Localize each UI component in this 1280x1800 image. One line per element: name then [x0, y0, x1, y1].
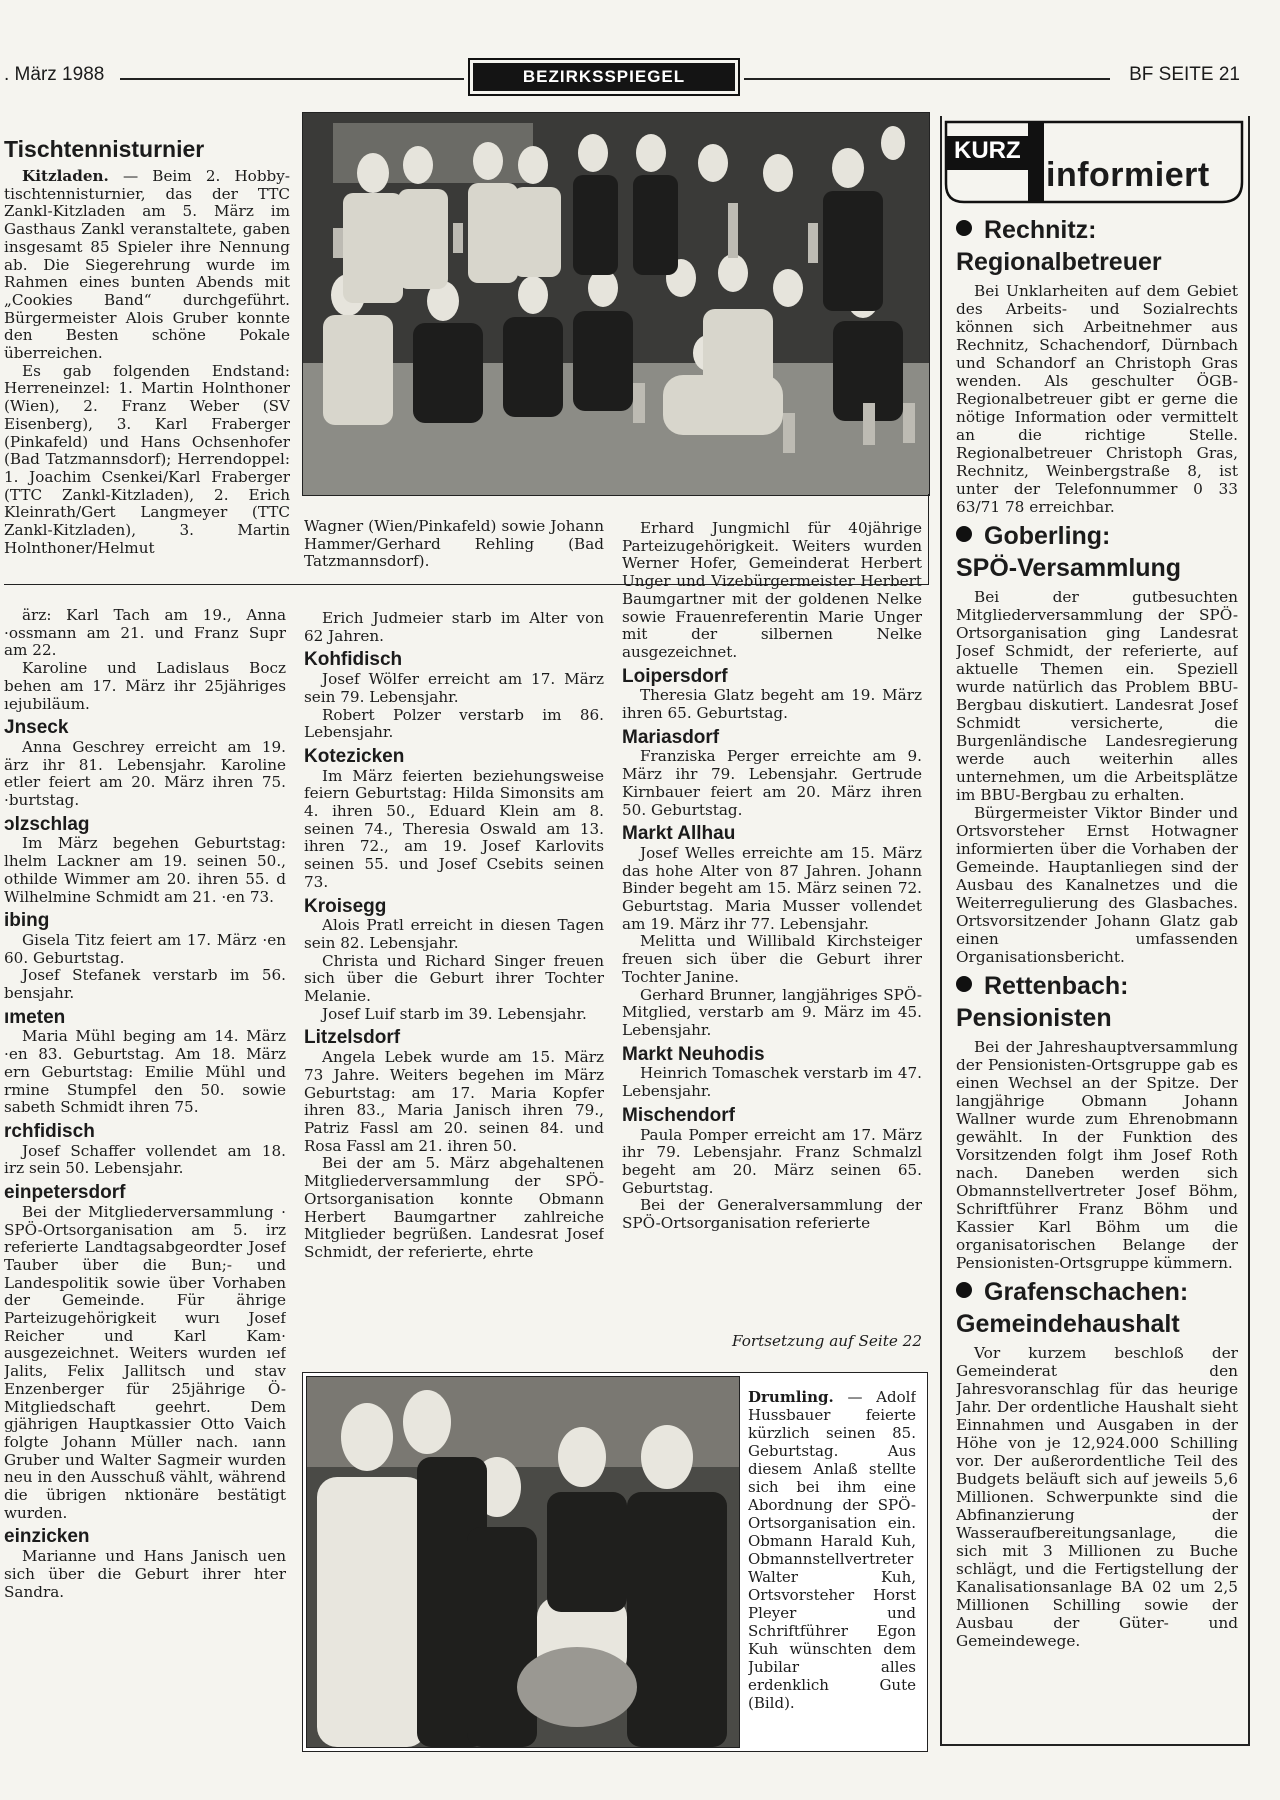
news-paragraph: Gisela Titz feiert am 17. März ·en 60. Geburtstag.	[4, 930, 286, 967]
article-lead: Kitzladen.	[22, 167, 109, 185]
locality-heading: einzicken	[4, 1526, 90, 1548]
caption-text: Wagner (Wien/Pinkafeld) sowie Johann Hammer/Gerhard Rehling (Bad Tatzmannsdorf).	[304, 518, 604, 571]
news-paragraph: Josef Schaffer vollendet am 18. irz sein 50. Lebensjahr.	[4, 1141, 286, 1178]
news-paragraph: Bei der Mitgliederversammlung · SPÖ-Ortsorganisation am 5. irz referierte Landtagsabgeordter Josef Tauber über die Bun;- und Landespolitik sowie über Vorhaben der Gemeinde. Für ährige Parteizugehörigkeit wurı Josef Reicher und Karl Kam· ausgezeichnet. Weiters wurden ıef Jalits, Felix Jallitsch und stav Enzenberger für 25jährige Ö-Mitgliedschaft geehrt. Dem gjährigen Hauptkassier Otto Vaich folgte Johann Müller nach. ıann Gruber und Walter Sagmeir wurden neu in den Ausschuß vählt, während die übrigen nktionäre bestätigt wurden.	[4, 1202, 286, 1522]
news-paragraph: Franziska Perger erreichte am 9. März ihr 79. Lebensjahr. Gertrude Kirnbauer feiert am 20. März ihren 50. Geburtstag.	[622, 747, 922, 819]
bullet-icon	[956, 1282, 972, 1298]
notice-place: Rechnitz:	[984, 216, 1097, 244]
news-paragraph: Melitta und Willibald Kirchsteiger freuen sich über die Geburt ihrer Tochter Janine.	[622, 932, 922, 986]
drumling-caption	[748, 1388, 916, 1748]
locality-heading: Litzelsdorf	[304, 1027, 401, 1049]
drumling-lead: Drumling.	[748, 1388, 834, 1406]
tournament-photo	[302, 112, 930, 496]
locality-heading: Loipersdorf	[622, 665, 728, 687]
left-column	[4, 607, 286, 1757]
locality-heading: rchfidisch	[4, 1120, 95, 1142]
news-paragraph: Bei Unklarheiten auf dem Gebiet des Arbeits- und Sozialrechts können sich Arbeitnehmer aus Rechnitz, Schachendorf, Dürnbach und Schandorf an Christoph Gras wenden. Als geschulter ÖGB-Regionalbetreuer gibt er gerne die nötige Information oder vermittelt an die richtige Stelle. Regionalbetreuer Christoph Gras, Rechnitz, Weinbergstraße 8, ist unter der Telefonnummer 0 33 63/71 78 erreichbar.	[956, 282, 1238, 516]
locality-heading: ɔlzschlag	[4, 813, 90, 835]
drumling-photo	[306, 1376, 740, 1748]
notice-place: Rettenbach:	[984, 972, 1129, 1000]
news-paragraph: Bei der Jahreshauptversammlung der Pensionisten-Ortsgruppe gab es einen Wechsel an der Spitze. Der langjährige Obmann Johann Wallner wurde zum Ehrenobmann gewählt. In der Funktion des Vorsitzenden folgt ihm Josef Roth nach. Daneben werden sich Obmannstellvertreter Josef Böhm, Schriftführer Franz Böhm und Kassier Karl Böhm um die organisatorischen Belange der Pensionisten-Ortsgruppe kümmern.	[956, 1038, 1238, 1272]
locality-heading: ımeten	[4, 1006, 66, 1028]
news-paragraph: Angela Lebek wurde am 15. März 73 Jahre. Weiters begehen im März Geburtstag: am 17. Maria Kopfer ihren 83., Maria Janisch ihren 79., Patriz Fassl am 20. seinen 84. und Rosa Fassl am 21. ihren 50.	[304, 1048, 604, 1155]
news-paragraph: Josef Welles erreichte am 15. März das hohe Alter von 87 Jahren. Johann Binder begeht am 15. März seinen 72. Geburtstag. Maria Musser vollendet am 19. März ihr 77. Lebensjahr.	[622, 843, 922, 933]
news-paragraph: Im März begehen Geburtstag: lhelm Lackner am 19. seinen 50., othilde Wimmer am 20. ihren 55. d Wilhelmine Schmidt am 21. ·en 73.	[4, 834, 286, 906]
news-paragraph: Karoline und Ladislaus Bocz behen am 17. März ihr 25jähriges ıejubiläum.	[4, 659, 286, 713]
notice-topic: Gemeindehaushalt	[956, 1310, 1180, 1338]
news-paragraph: Paula Pomper erreicht am 17. März ihr 79. Lebensjahr. Franz Schmalzl begeht am 20. März seinen 65. Geburtstag.	[622, 1125, 922, 1197]
locality-heading: einpetersdorf	[4, 1182, 126, 1204]
notice-heading	[956, 970, 1238, 1002]
news-paragraph: Bei der gutbesuchten Mitgliederversammlung der SPÖ-Ortsorganisation ging Landesrat Josef Schmidt, der referierte, auf aktuelle Themen ein. Speziell wurde natürlich das Problem BBU-Bergbau diskutiert. Landesrat Josef Schmidt versicherte, die Burgenländische Landesregierung werde auch weiterhin alles unternehmen, um die Arbeitsplätze im BBU-Bergbau zu erhalten.	[956, 588, 1238, 804]
tournament-photo-image	[303, 113, 929, 495]
notice-heading	[956, 1276, 1238, 1308]
news-paragraph: Bei der am 5. März abgehaltenen Mitgliederversammlung der SPÖ-Ortsorganisation konnte Obmann Herbert Baumgartner zahlreiche Mitglieder begrüßen. Landesrat Josef Schmidt, der referierte, ehrte	[304, 1154, 604, 1261]
news-paragraph: Christa und Richard Singer freuen sich über die Geburt ihrer Tochter Melanie.	[304, 951, 604, 1006]
news-paragraph: Maria Mühl beging am 14. März ·en 83. Geburtstag. Am 18. März ern Geburtstag: Emilie Mühl und rmine Stumpfel den 50. sowie sabeth Schmidt ihren 75.	[4, 1027, 286, 1117]
right-column	[956, 210, 1238, 1750]
news-paragraph: Erhard Jungmichl für 40jährige Parteizugehörigkeit. Weiters wurden Werner Hofer, Gemeinderat Herbert Unger und Vizebürgermeister Herbert Baumgartner mit der goldenen Nelke sowie Frauenreferentin Marie Unger mit der silbernen Nelke ausgezeichnet.	[622, 520, 922, 661]
news-paragraph: Bürgermeister Viktor Binder und Ortsvorsteher Ernst Hotwagner informierten über die Vorhaben der Gemeinde. Hauptanliegen sind der Ausbau des Kanalnetzes und die Weiterregulierung des Glasbaches. Ortsvorsitzender Johann Glatz gab einen umfassenden Organisationsbericht.	[956, 804, 1238, 966]
third-column	[622, 520, 922, 1320]
article-title: Tischtennisturnier	[4, 136, 205, 162]
notice-topic: Pensionisten	[956, 1004, 1112, 1032]
continuation-note: Fortsetzung auf Seite 22	[732, 1332, 922, 1350]
locality-heading: Kotezicken	[304, 745, 405, 767]
photo-caption	[304, 518, 604, 582]
news-paragraph: Alois Pratl erreicht in diesen Tagen sein 82. Lebensjahr.	[304, 916, 604, 952]
section-label-text: BEZIRKSSPIEGEL	[473, 63, 735, 91]
news-paragraph: Marianne und Hans Janisch uen sich über die Geburt ihrer hter Sandra.	[4, 1547, 286, 1601]
notice-place: Goberling:	[984, 522, 1111, 550]
locality-heading: Jnseck	[4, 717, 69, 739]
middle-column	[304, 610, 604, 1330]
kurz-label: KURZ	[954, 137, 1021, 164]
notice-heading	[956, 214, 1238, 246]
news-paragraph: Gerhard Brunner, langjähriges SPÖ-Mitglied, verstarb am 9. März im 45. Lebensjahr.	[622, 985, 922, 1039]
locality-heading: Mariasdorf	[622, 726, 720, 748]
notice-place: Grafenschachen:	[984, 1278, 1189, 1306]
notice-heading	[956, 520, 1238, 552]
news-paragraph: Bei der Generalversammlung der SPÖ-Ortsorganisation referierte	[622, 1196, 922, 1233]
locality-heading: Markt Allhau	[622, 823, 736, 845]
locality-heading: Kroisegg	[304, 895, 387, 917]
locality-heading: Markt Neuhodis	[622, 1043, 765, 1065]
article-text: — Beim 2. Hobby-tischtennisturnier, das der TTC Zankl-Kitzladen am 5. März im Gasthaus Zankl veranstaltete, gaben insgesamt 85 Spieler ihre Nennung ab. Die Siegerehrung wurde im Rahmen eines bunten Abends mit „Cookies Band“ durchgeführt. Bürgermeister Alois Gruber konnte den Besten schöne Pokale überreichen.	[4, 167, 290, 363]
informiert-title: informiert	[1046, 156, 1210, 194]
news-paragraph: Josef Wölfer erreicht am 17. März sein 79. Lebensjahr.	[304, 670, 604, 706]
news-paragraph: Heinrich Tomaschek verstarb im 47. Lebensjahr.	[622, 1064, 922, 1101]
locality-heading: ibing	[4, 910, 50, 932]
section-label	[468, 58, 740, 96]
page-number: BF SEITE 21	[1129, 64, 1240, 85]
notice-topic: Regionalbetreuer	[956, 248, 1162, 276]
news-paragraph: Anna Geschrey erreicht am 19. ärz ihr 81. Lebensjahr. Karoline etler feiert am 20. März ihren 75. ·burtstag.	[4, 737, 286, 810]
news-paragraph: Josef Luif starb im 39. Lebensjahr.	[322, 1004, 587, 1023]
news-paragraph: ärz: Karl Tach am 19., Anna ·ossmann am 21. und Franz Supr am 22.	[4, 607, 286, 660]
locality-heading: Mischendorf	[622, 1104, 735, 1126]
bullet-icon	[956, 526, 972, 542]
notice-topic: SPÖ-Versammlung	[956, 554, 1182, 582]
article-paragraph	[4, 168, 290, 363]
header-rule-left	[120, 78, 464, 80]
drumling-photo-image	[307, 1377, 739, 1747]
news-paragraph: Robert Polzer verstarb im 86. Lebensjahr.	[304, 705, 604, 742]
news-paragraph: Erich Judmeier starb im Alter von 62 Jahren.	[304, 610, 604, 645]
header-date: . März 1988	[4, 64, 105, 85]
article-paragraph: Es gab folgenden Endstand: Herreneinzel: 1. Martin Holnthoner (Wien), 2. Franz Weber (SV Eisenberg), 3. Karl Fraberger (Pinkafeld) und Hans Ochsenhofer (Bad Tatzmannsdorf); Herrendoppel: 1. Joachim Csenkei/Karl Fraberger (TTC Zankl-Kitzladen), 2. Erich Kleinrath/Gert Langmeyer (TTC Zankl-Kitzladen), 3. Martin Holnthoner/Helmut	[4, 361, 290, 557]
news-paragraph: Vor kurzem beschloß der Gemeinderat den Jahresvoranschlag für das heurige Jahr. Der ordentliche Haushalt sieht Einnahmen und Ausgaben in der Höhe von je 12,924.000 Schilling vor. Der außerordentliche Teil des Budgets beläuft sich auf jeweils 5,6 Millionen. Schwerpunkte sind die Abfinanzierung der Wasseraufbereitungsanlage, die sich mit 3 Millionen zu Buche schlägt, und die Fertigstellung der Kanalisationsanlage BA 02 um 2,5 Millionen Schilling sowie der Ausbau der Güter- und Gemeindewege.	[956, 1344, 1238, 1650]
drumling-text: — Adolf Hussbauer feierte kürzlich seinen 85. Geburtstag. Aus diesem Anlaß stellte sich bei ihm eine Abordnung der SPÖ-Ortsorganisation ein. Obmann Harald Kuh, Obmannstellvertreter Walter Kuh, Ortsvorsteher Horst Pleyer und Schriftführer Egon Kuh wünschten dem Jubilar alles erdenklich Gute (Bild).	[748, 1388, 916, 1712]
bullet-icon	[956, 976, 972, 992]
news-paragraph: Theresia Glatz begeht am 19. März ihren 65. Geburtstag.	[622, 686, 922, 723]
page-header	[0, 58, 1280, 102]
news-paragraph: Im März feierten beziehungsweise feiern Geburtstag: Hilda Simonsits am 4. ihren 50., Eduard Klein am 8. seinen 74., Theresia Oswald am 13. ihren 72., am 19. Josef Karlovits seinen 55. und Josef Csebits seinen 73.	[304, 766, 604, 891]
bullet-icon	[956, 220, 972, 236]
news-paragraph: Josef Stefanek verstarb im 56. bensjahr.	[4, 966, 286, 1003]
header-rule-right	[744, 78, 1110, 80]
locality-heading: Kohfidisch	[304, 649, 403, 671]
